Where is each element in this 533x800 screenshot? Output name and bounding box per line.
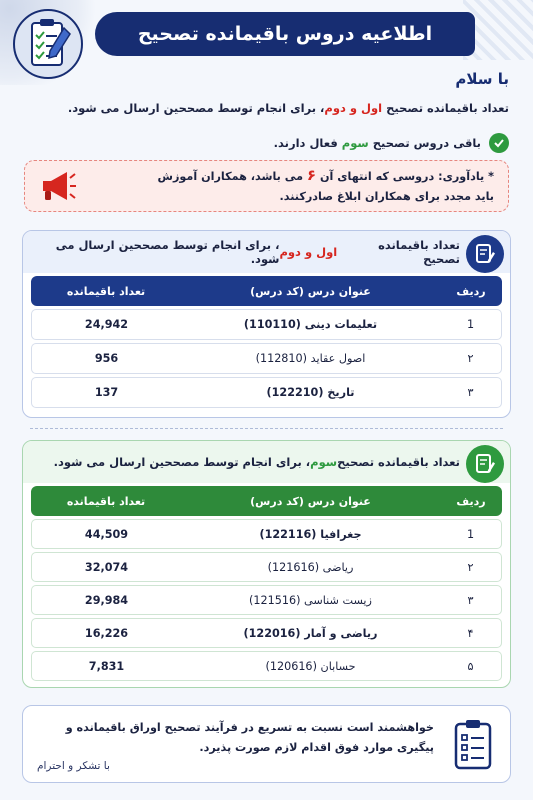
- active-highlight: سوم: [341, 136, 369, 150]
- heading-part: ، برای انجام توسط مصححین ارسال می شود.: [53, 455, 311, 469]
- intro-text-part: ، برای انجام توسط مصححین ارسال می شود.: [67, 101, 325, 115]
- column-header-count: تعداد باقیمانده: [31, 276, 181, 306]
- remaining-count: 137: [31, 377, 181, 408]
- page-title: اطلاعیه دروس باقیمانده تصحیح: [95, 12, 475, 56]
- active-courses-text: [274, 136, 481, 150]
- table-row: [31, 585, 502, 615]
- section-heading: [23, 441, 510, 483]
- reminder-label: یادآوری: دروسی که انتهای آن: [316, 170, 485, 183]
- course-title: تاریخ (122210): [181, 377, 440, 408]
- footer-note: [22, 705, 511, 783]
- table-row: [31, 377, 502, 408]
- course-title: ریاضی و آمار (122016): [181, 618, 440, 648]
- intro-text-part: تعداد باقیمانده تصحیح: [382, 101, 509, 115]
- reminder-box: [24, 160, 509, 212]
- megaphone-icon: [35, 166, 79, 206]
- table-row: [31, 618, 502, 648]
- active-text-part: باقی دروس تصحیح: [368, 136, 481, 150]
- course-title: زیست شناسی (121516): [181, 585, 440, 615]
- footer-line: پیگیری موارد فوق اقدام لازم صورت پذیرد.: [199, 741, 434, 754]
- reminder-number: ۶: [306, 166, 317, 184]
- reminder-text: [79, 165, 494, 207]
- active-courses-note: [24, 133, 509, 153]
- edit-document-icon: [466, 445, 504, 483]
- heading-part: تعداد باقیمانده تصحیح: [378, 238, 460, 266]
- course-title: ریاضی (121616): [181, 552, 440, 582]
- course-title: تعلیمات دینی (110110): [181, 309, 440, 340]
- remaining-count: 16,226: [31, 618, 181, 648]
- column-header-count: تعداد باقیمانده: [31, 486, 181, 516]
- course-title: جغرافیا (122116): [181, 519, 440, 549]
- clipboard-checklist-icon: [8, 6, 88, 82]
- heading-highlight: اول و دوم: [279, 245, 338, 259]
- row-number: ۴: [440, 618, 502, 648]
- third-section: [22, 440, 511, 688]
- column-header-row: ردیف: [440, 276, 502, 306]
- remaining-count: 24,942: [31, 309, 181, 340]
- row-number: 1: [440, 309, 502, 340]
- active-text-part: فعال دارند.: [273, 136, 342, 150]
- remaining-count: 7,831: [31, 651, 181, 681]
- row-number: ۲: [440, 552, 502, 582]
- table-row: [31, 309, 502, 340]
- checklist-icon: [446, 718, 500, 772]
- heading-highlight: سوم: [310, 455, 338, 469]
- table-row: [31, 552, 502, 582]
- reminder-line2: باید مجدد برای همکاران ابلاغ صادرکنند.: [279, 190, 494, 203]
- column-header-title: عنوان درس (کد درس): [181, 486, 440, 516]
- remaining-count: 44,509: [31, 519, 181, 549]
- greeting: با سلام: [455, 70, 509, 88]
- remaining-count: 32,074: [31, 552, 181, 582]
- footer-line: خواهشمند است نسبت به تسریع در فرآیند تصحیح اوراق باقیمانده و: [65, 721, 434, 734]
- course-title: اصول عقاید (112810): [181, 343, 440, 374]
- row-number: ۵: [440, 651, 502, 681]
- column-header-row: ردیف: [440, 486, 502, 516]
- remaining-count: 29,984: [31, 585, 181, 615]
- intro-text: [68, 101, 509, 115]
- first-second-table: [31, 273, 502, 411]
- row-number: ۳: [440, 377, 502, 408]
- section-divider: [30, 428, 503, 429]
- reminder-star: *: [488, 170, 494, 183]
- section-heading: [23, 231, 510, 273]
- first-second-section: [22, 230, 511, 418]
- row-number: 1: [440, 519, 502, 549]
- table-row: [31, 519, 502, 549]
- reminder-rest: می باشد، همکاران آموزش: [157, 170, 307, 183]
- third-table: [31, 483, 502, 684]
- heading-part: تعداد باقیمانده تصحیح: [337, 455, 460, 469]
- edit-document-icon: [466, 235, 504, 273]
- table-row: [31, 343, 502, 374]
- row-number: ۲: [440, 343, 502, 374]
- table-row: [31, 651, 502, 681]
- closing-signature: با تشکر و احترام: [37, 760, 110, 772]
- column-header-title: عنوان درس (کد درس): [181, 276, 440, 306]
- course-title: حسابان (120616): [181, 651, 440, 681]
- row-number: ۳: [440, 585, 502, 615]
- intro-highlight: اول و دوم: [324, 101, 383, 115]
- heading-part: ، برای انجام توسط مصححین ارسال می شود.: [55, 238, 280, 266]
- check-icon: [489, 133, 509, 153]
- remaining-count: 956: [31, 343, 181, 374]
- footer-text: [35, 718, 434, 758]
